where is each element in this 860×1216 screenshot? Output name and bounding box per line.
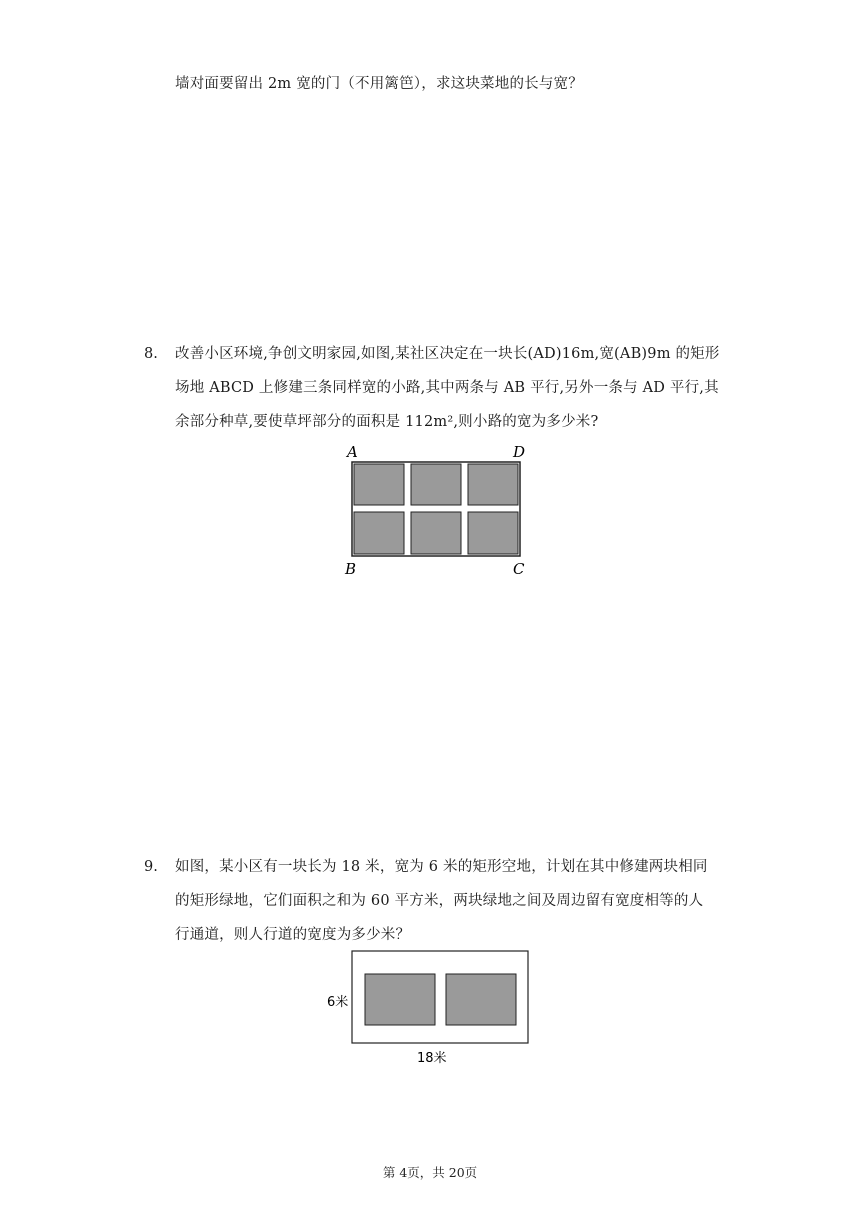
lawn-plot bbox=[468, 512, 518, 554]
question-8-figure bbox=[335, 440, 535, 580]
question-9-number: 9. bbox=[144, 859, 158, 875]
height-dimension-label: 6米 bbox=[327, 995, 349, 1010]
vertex-label-b: B bbox=[345, 560, 357, 578]
page-footer: 第 4页，共 20页 bbox=[382, 1165, 478, 1180]
question-8-number: 8. bbox=[144, 346, 158, 362]
green-plot bbox=[446, 974, 516, 1025]
vertex-label-a: A bbox=[347, 443, 358, 461]
continuation-text: 墙对面要留出 2m 宽的门（不用篱笆），求这块菜地的长与宽？ bbox=[175, 76, 583, 92]
question-8-line-3: 余部分种草,要使草坪部分的面积是 112m²,则小路的宽为多少米? bbox=[175, 414, 599, 430]
question-9-line-3: 行通道，则人行道的宽度为多少米？ bbox=[175, 927, 411, 943]
question-8-line-1: 改善小区环境,争创文明家园,如图,某社区决定在一块长(AD)16m,宽(AB)9m 的矩形 bbox=[175, 346, 720, 362]
vertex-label-d: D bbox=[513, 443, 526, 461]
lawn-plot bbox=[354, 464, 404, 505]
vertex-label-c: C bbox=[513, 560, 525, 578]
lawn-plot bbox=[411, 512, 461, 554]
question-8-line-2: 场地 ABCD 上修建三条同样宽的小路,其中两条与 AB 平行,另外一条与 AD 平行,其 bbox=[175, 380, 719, 396]
lawn-plot bbox=[468, 464, 518, 505]
lawn-plot bbox=[411, 464, 461, 505]
green-plot bbox=[365, 974, 435, 1025]
question-9-line-2: 的矩形绿地，它们面积之和为 60 平方米，两块绿地之间及周边留有宽度相等的人 bbox=[175, 893, 704, 909]
width-dimension-label: 18米 bbox=[417, 1051, 447, 1066]
lawn-plot bbox=[354, 512, 404, 554]
question-9-figure bbox=[320, 948, 540, 1070]
question-9-line-1: 如图，某小区有一块长为 18 米，宽为 6 米的矩形空地，计划在其中修建两块相同 bbox=[175, 859, 708, 875]
